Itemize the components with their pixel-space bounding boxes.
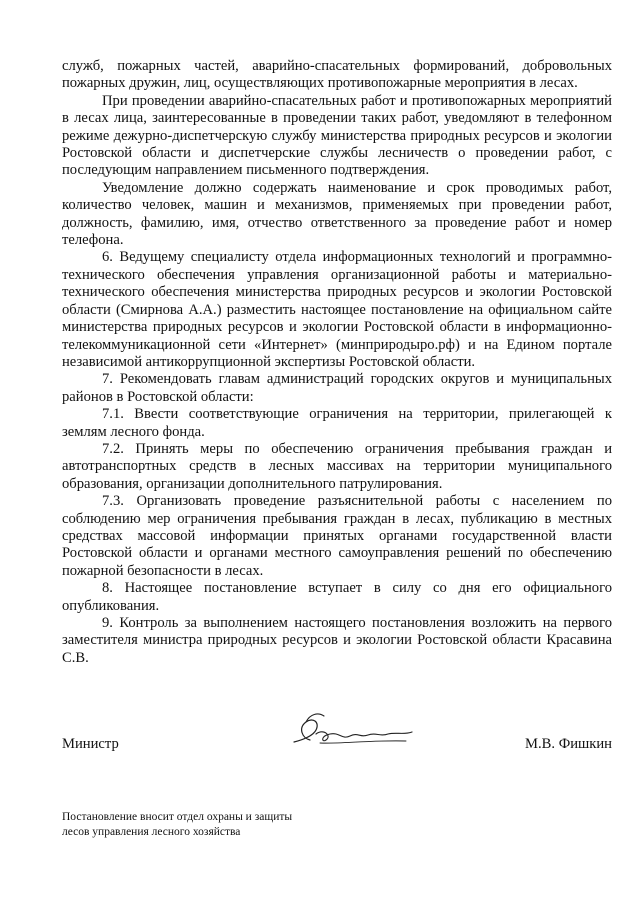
paragraph: Уведомление должно содержать наименование и срок проводимых работ, количество человек, машин и механизмов, применяемых при проведении работ, должность, фамилию, имя, отчество ответственного за проведение работ и номер телефона. (62, 179, 612, 249)
paragraph: 8. Настоящее постановление вступает в силу со дня его официального опубликования. (62, 580, 612, 614)
paragraph: 7.3. Организовать проведение разъяснительной работы с населением по соблюдению мер ограничения пребывания граждан в лесах, публикацию в местных средствах массовой информации принятых органами государственной власти Ростовской области и органами местного самоуправления решений по обеспечению пожарной безопасности в лесах. (62, 493, 612, 579)
footer-note (62, 810, 362, 839)
document-body (62, 58, 612, 667)
signature-block (62, 736, 612, 756)
paragraph: 7.1. Ввести соответствующие ограничения на территории, прилегающей к землям лесного фонда. (62, 406, 612, 440)
footer-line: лесов управления лесного хозяйства (62, 825, 241, 838)
paragraph: 6. Ведущему специалисту отдела информационных технологий и программно-технического обеспечения управления организационной работы и материально-технического обеспечения министерства природных ресурсов и экологии Ростовской области (Смирнова А.А.) разместить настоящее постановление на официальном сайте министерства природных ресурсов и экологии Ростовской области в информационно-телекоммуникационной сети «Интернет» (минприродыро.рф) и на Едином портале независимой антикоррупционной экспертизы Ростовской области. (62, 249, 612, 370)
signatory-name: М.В. Фишкин (525, 736, 612, 752)
handwritten-signature-icon (280, 710, 430, 756)
paragraph: 7.2. Принять меры по обеспечению ограничения пребывания граждан и автотранспортных средств в лесных массивах на территории муниципального образования, организации дополнительного патрулирования. (62, 440, 612, 492)
paragraph: 7. Рекомендовать главам администраций городских округов и муниципальных районов в Ростовской области: (62, 371, 612, 405)
paragraph: 9. Контроль за выполнением настоящего постановления возложить на первого заместителя министра природных ресурсов и экологии Ростовской области Красавина С.В. (62, 615, 612, 666)
paragraph: При проведении аварийно-спасательных работ и противопожарных мероприятий в лесах лица, заинтересованные в проведении таких работ, уведомляют в телефонном режиме дежурно-диспетчерскую службу министерства природных ресурсов и экологии Ростовской области и диспетчерские службы лесничеств о проведении работ, с последующим направлением письменного подтверждения. (62, 92, 612, 179)
footer-line: Постановление вносит отдел охраны и защиты (62, 811, 293, 823)
paragraph: служб, пожарных частей, аварийно-спасательных формирований, добровольных пожарных дружин, лиц, осуществляющих противопожарные мероприятия в лесах. (62, 58, 612, 92)
signatory-title: Министр (62, 736, 119, 752)
